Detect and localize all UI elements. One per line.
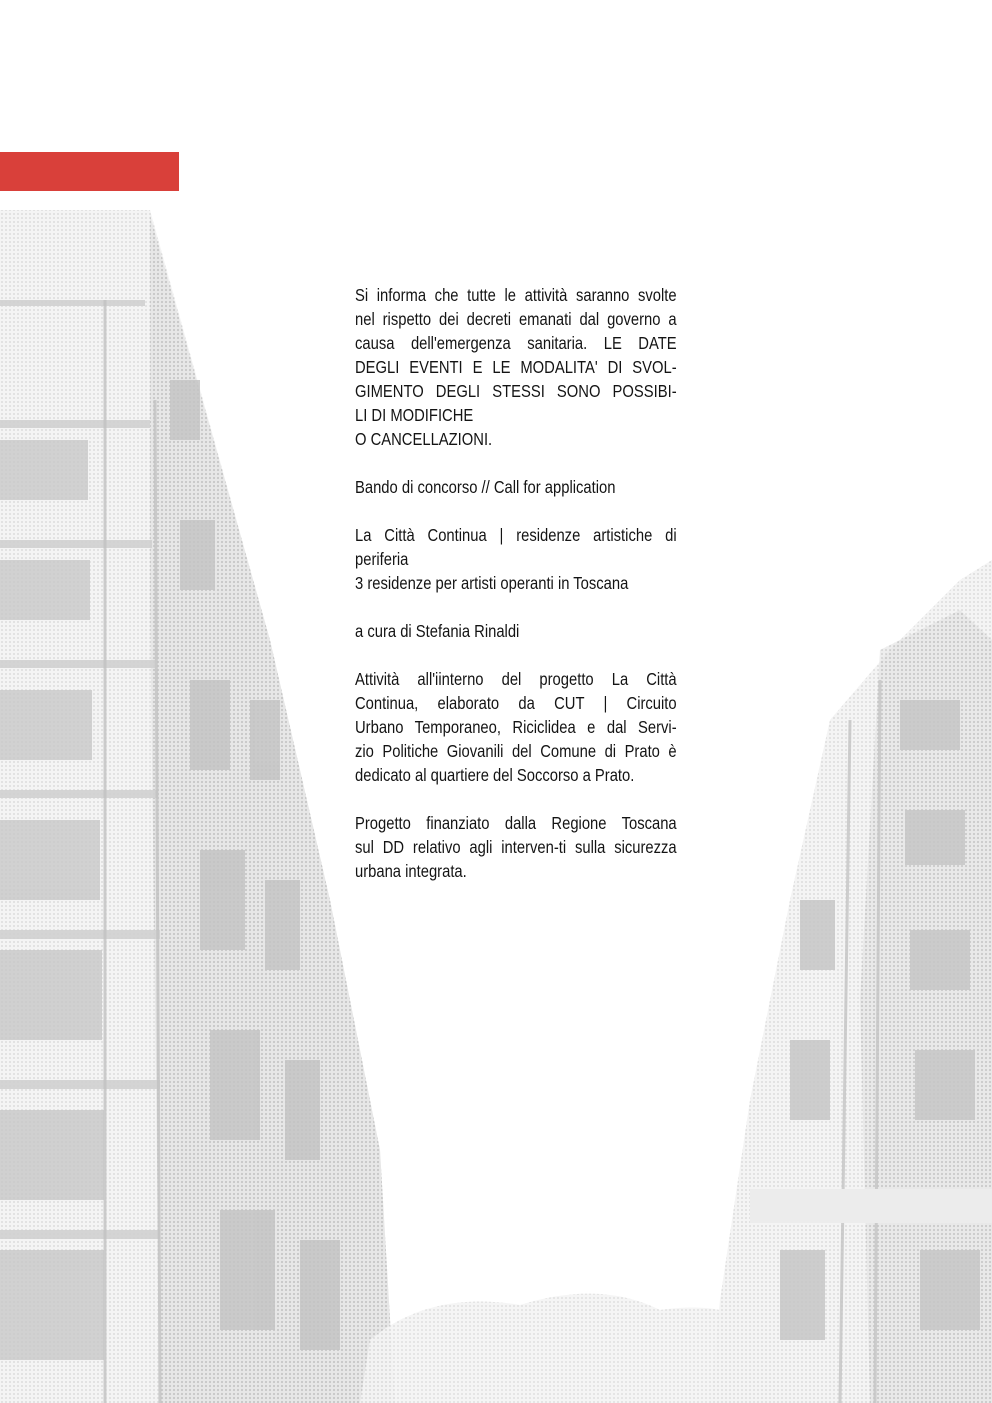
residency-paragraph bbox=[355, 523, 677, 595]
notice-line: LI DI MODIFICHE bbox=[355, 405, 474, 425]
residency-line: La Città Continua | residenze artistiche di bbox=[355, 525, 677, 545]
notice-paragraph bbox=[355, 283, 677, 451]
notice-line: causa dell'emergenza sanitaria. LE DATE bbox=[355, 333, 677, 353]
text-column bbox=[355, 283, 677, 907]
funding-paragraph bbox=[355, 811, 677, 883]
project-paragraph bbox=[355, 667, 677, 787]
notice-line: O CANCELLAZIONI. bbox=[355, 429, 493, 449]
notice-line: nel rispetto dei decreti emanati dal governo a bbox=[355, 309, 677, 329]
funding-line: sul DD relativo agli interven-ti sulla sicurezza bbox=[355, 837, 677, 857]
notice-line: Si informa che tutte le attività saranno svolte bbox=[355, 285, 677, 305]
project-line: dedicato al quartiere del Soccorso a Prato. bbox=[355, 765, 635, 785]
call-paragraph bbox=[355, 475, 677, 499]
grey-band bbox=[750, 1189, 992, 1223]
call-title: Bando di concorso // Call for application bbox=[355, 477, 616, 497]
curator-credit: a cura di Stefania Rinaldi bbox=[355, 621, 520, 641]
accent-red-bar bbox=[0, 152, 179, 191]
project-line: Urbano Temporaneo, Riciclidea e dal Servi- bbox=[355, 717, 677, 737]
funding-line: urbana integrata. bbox=[355, 861, 467, 881]
funding-line: Progetto finanziato dalla Regione Toscana bbox=[355, 813, 677, 833]
project-line: Attività all'iinterno del progetto La Città bbox=[355, 669, 677, 689]
project-line: Continua, elaborato da CUT | Circuito bbox=[355, 693, 677, 713]
residency-line: 3 residenze per artisti operanti in Toscana bbox=[355, 573, 629, 593]
residency-line: periferia bbox=[355, 549, 409, 569]
notice-line: DEGLI EVENTI E LE MODALITA' DI SVOL- bbox=[355, 357, 677, 377]
project-line: zio Politiche Giovanili del Comune di Prato è bbox=[355, 741, 677, 761]
curator-paragraph bbox=[355, 619, 677, 643]
notice-line: GIMENTO DEGLI STESSI SONO POSSIBI- bbox=[355, 381, 677, 401]
